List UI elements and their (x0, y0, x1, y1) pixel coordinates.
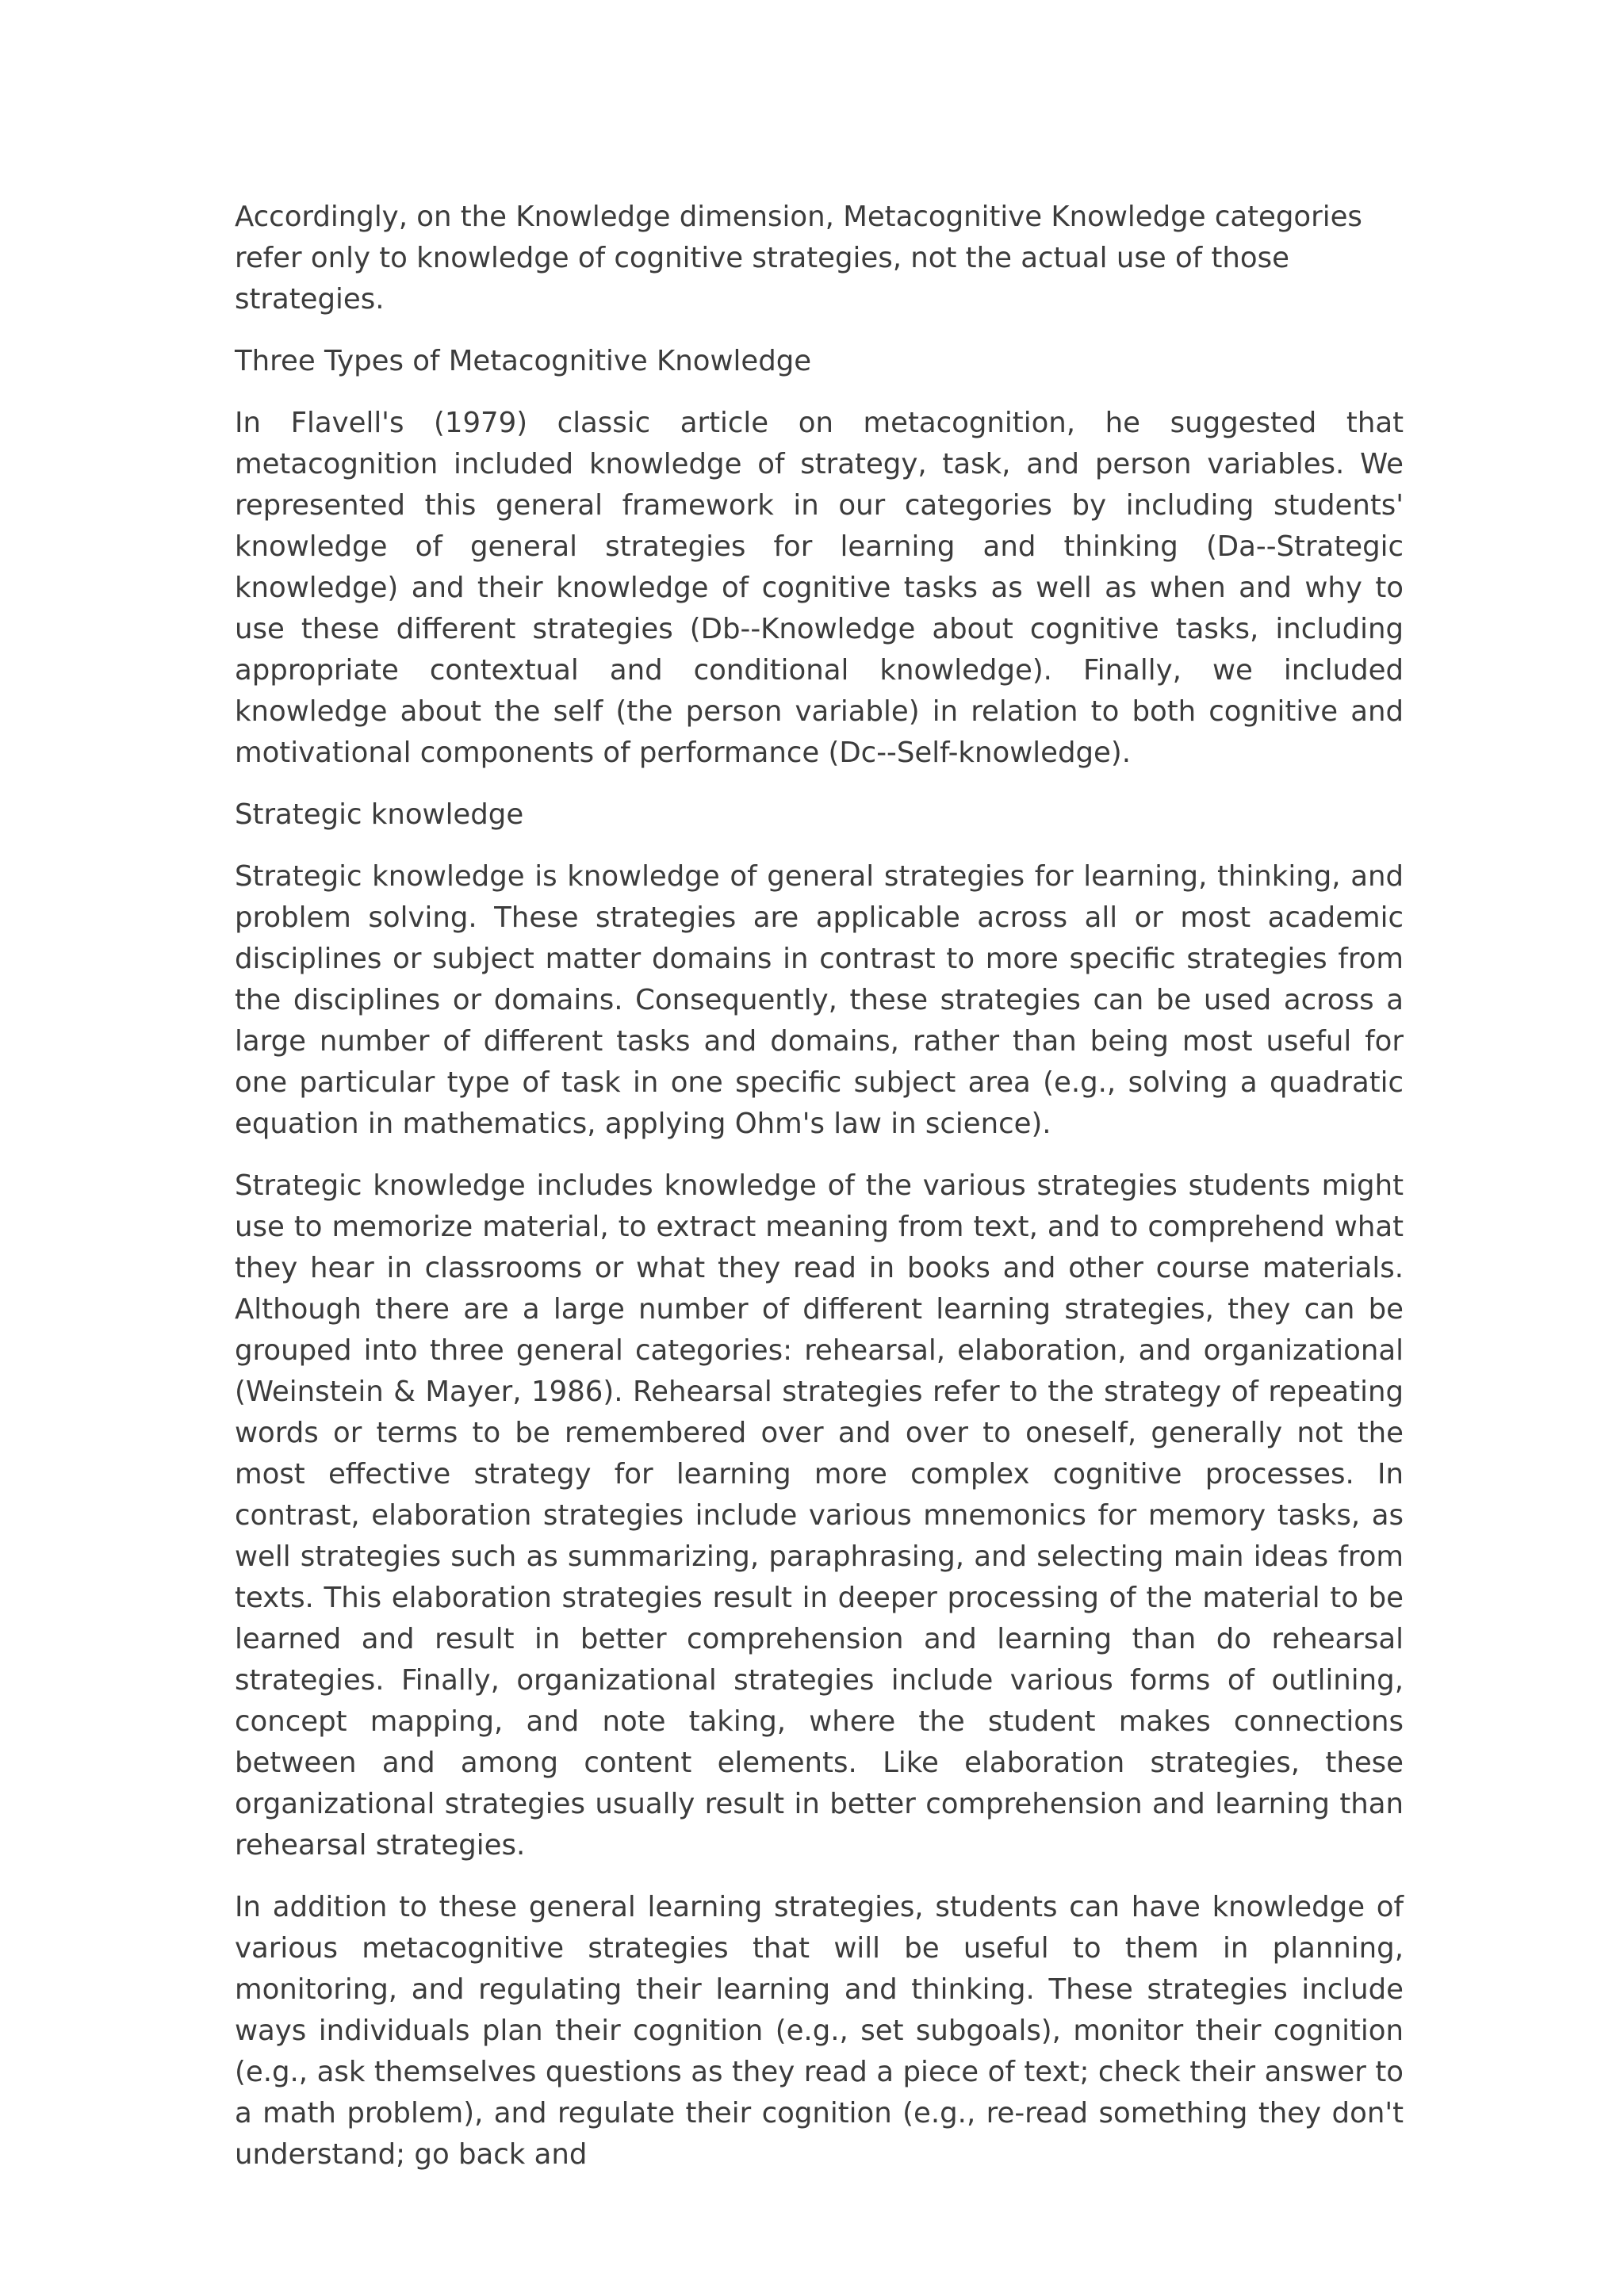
paragraph-learning-strategies: Strategic knowledge includes knowledge of the various strategies students might use to memorize material, to extract meaning from text, and to comprehend what they hear in classrooms or what they read in books and other course materials. Although there are a large number of different learning strategies, they can be grouped into three general categories: rehearsal, elaboration, and organizational (Weinstein & Mayer, 1986). Rehearsal strategies refer to the strategy of repeating words or terms to be remembered over and over to oneself, generally not the most effective strategy for learning more complex cognitive processes. In contrast, elaboration strategies include various mnemonics for memory tasks, as well strategies such as summarizing, paraphrasing, and selecting main ideas from texts. This elaboration strategies result in deeper processing of the material to be learned and result in better comprehension and learning than do rehearsal strategies. Finally, organizational strategies include various forms of outlining, concept mapping, and note taking, where the student makes connections between and among content elements. Like elaboration strategies, these organizational strategies usually result in better comprehension and learning than rehearsal strategies. (235, 1169, 1404, 1862)
paragraph-metacognitive-strategies: In addition to these general learning strategies, students can have knowledge of various metacognitive strategies that will be useful to them in planning, monitoring, and regulating their learning and thinking. These strategies include ways individuals plan their cognition (e.g., set subgoals), monitor their cognition (e.g., ask themselves questions as they read a piece of text; check their answer to a math problem), and regulate their cognition (e.g., re-read something they don't understand; go back and (235, 1891, 1404, 2171)
heading-three-types: Three Types of Metacognitive Knowledge (235, 345, 812, 377)
heading-strategic-knowledge: Strategic knowledge (235, 798, 524, 831)
document-body (235, 197, 1404, 2196)
paragraph-intro: Accordingly, on the Knowledge dimension, Metacognitive Knowledge categories refer only to knowledge of cognitive strategies, not the actual use of those strategies. (235, 201, 1362, 316)
paragraph-strategic-definition: Strategic knowledge is knowledge of general strategies for learning, thinking, and problem solving. These strategies are applicable across all or most academic disciplines or subject matter domains in contrast to more specific strategies from the disciplines or domains. Consequently, these strategies can be used across a large number of different tasks and domains, rather than being most useful for one particular type of task in one specific subject area (e.g., solving a quadratic equation in mathematics, applying Ohm's law in science). (235, 860, 1404, 1140)
paragraph-flavell: In Flavell's (1979) classic article on metacognition, he suggested that metacognition included knowledge of strategy, task, and person variables. We represented this general framework in our categories by including students' knowledge of general strategies for learning and thinking (Da--Strategic knowledge) and their knowledge of cognitive tasks as well as when and why to use these different strategies (Db--Knowledge about cognitive tasks, including appropriate contextual and conditional knowledge). Finally, we included knowledge about the self (the person variable) in relation to both cognitive and motivational components of performance (Dc--Self-knowledge). (235, 407, 1404, 769)
